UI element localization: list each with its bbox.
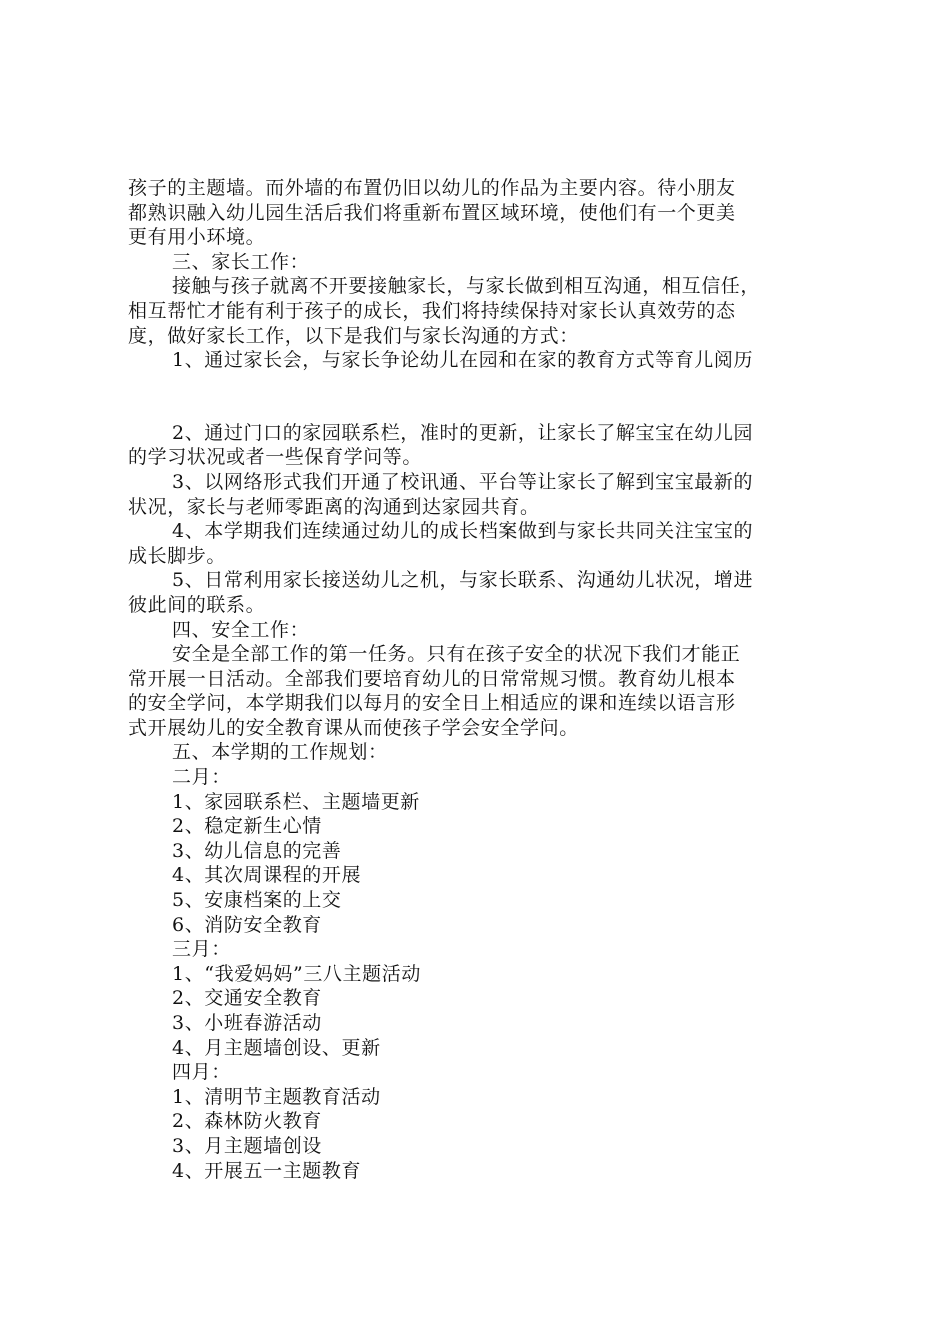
- section-heading: 五、本学期的工作规划：: [172, 741, 388, 764]
- list-item: 4、本学期我们连续通过幼儿的成长档案做到与家长共同关注宝宝的: [172, 520, 754, 543]
- paragraph-line: 更有用小环境。: [128, 226, 266, 249]
- blank-space: [128, 373, 833, 421]
- paragraph-line: 度，做好家长工作，以下是我们与家长沟通的方式：: [128, 324, 579, 347]
- list-item: 1、通过家长会，与家长争论幼儿在园和在家的教育方式等育儿阅历: [172, 349, 754, 372]
- list-item: 5、日常利用家长接送幼儿之机，与家长联系、沟通幼儿状况，增进: [172, 569, 754, 592]
- list-item: 2、森林防火教育: [172, 1110, 322, 1133]
- list-item: 2、交通安全教育: [172, 987, 322, 1010]
- paragraph-line: 安全是全部工作的第一任务。只有在孩子安全的状况下我们才能正: [172, 643, 741, 666]
- list-item: 1、清明节主题教育活动: [172, 1085, 381, 1108]
- paragraph-line: 成长脚步。: [128, 544, 227, 567]
- section-heading: 四、安全工作：: [172, 618, 310, 641]
- paragraph-line: 都熟识融入幼儿园生活后我们将重新布置区域环境，使他们有一个更美: [128, 201, 736, 224]
- list-item: 1、家园联系栏、主题墙更新: [172, 790, 420, 813]
- list-item: 3、小班春游活动: [172, 1012, 322, 1034]
- document-body: [128, 176, 833, 1183]
- month-heading: 四月：: [172, 1061, 231, 1084]
- list-item: 4、月主题墙创设、更新: [172, 1036, 381, 1059]
- list-item: 5、安康档案的上交: [172, 889, 342, 912]
- list-item: 4、其次周课程的开展: [172, 864, 362, 887]
- paragraph-line: 式开展幼儿的安全教育课从而使孩子学会安全学问。: [128, 716, 579, 739]
- list-item: 3、幼儿信息的完善: [172, 839, 342, 862]
- paragraph-line: 孩子的主题墙。而外墙的布置仍旧以幼儿的作品为主要内容。待小朋友: [128, 177, 736, 199]
- list-item: 4、开展五一主题教育: [172, 1159, 362, 1182]
- list-item: 1、“我爱妈妈”三八主题活动: [172, 962, 421, 985]
- paragraph-line: 接触与孩子就离不开要接触家长，与家长做到相互沟通，相互信任，: [172, 275, 761, 298]
- list-item: 6、消防安全教育: [172, 913, 322, 936]
- list-item: 3、月主题墙创设: [172, 1134, 322, 1157]
- paragraph-line: 的安全学问，本学期我们以每月的安全日上相适应的课和连续以语言形: [128, 692, 736, 715]
- list-item: 3、以网络形式我们开通了校讯通、平台等让家长了解到宝宝最新的: [172, 470, 754, 493]
- list-item: 2、通过门口的家园联系栏，准时的更新，让家长了解宝宝在幼儿园: [172, 421, 754, 444]
- paragraph-line: 常开展一日活动。全部我们要培育幼儿的日常常规习惯。教育幼儿根本: [128, 667, 736, 690]
- month-heading: 三月：: [172, 938, 231, 961]
- paragraph-line: 状况，家长与老师零距离的沟通到达家园共育。: [128, 495, 540, 518]
- section-heading: 三、家长工作：: [172, 250, 310, 273]
- list-item: 2、稳定新生心情: [172, 815, 322, 838]
- paragraph-line: 的学习状况或者一些保育学问等。: [128, 446, 423, 469]
- paragraph-line: 相互帮忙才能有利于孩子的成长，我们将持续保持对家长认真效劳的态: [128, 299, 736, 322]
- paragraph-line: 彼此间的联系。: [128, 593, 266, 616]
- month-heading: 二月：: [172, 766, 231, 789]
